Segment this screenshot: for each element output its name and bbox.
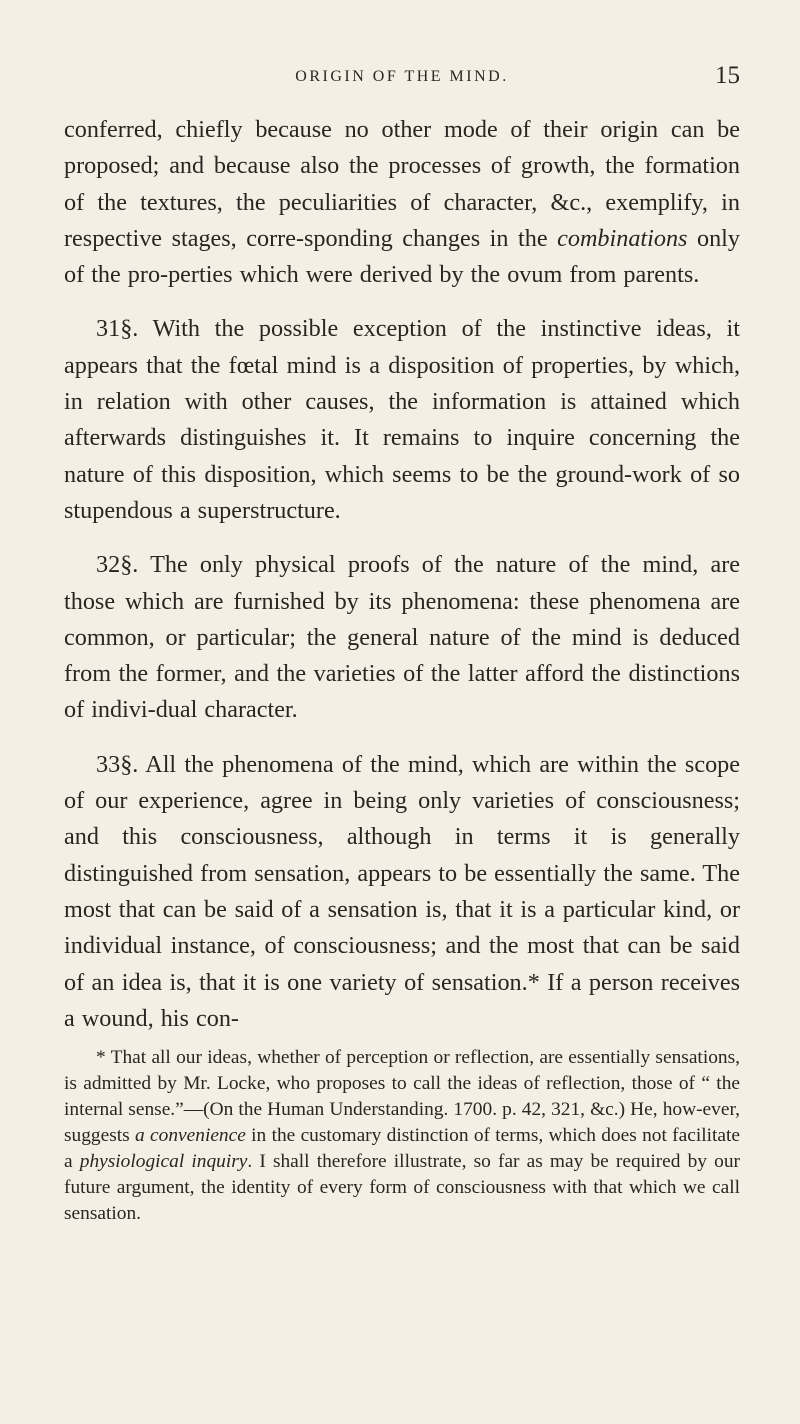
- footnote: [64, 1045, 740, 1227]
- paragraph-text: conferred, chiefly because no other mode of their origin can be proposed; and because also the processes of growth, the formation of the textures, the peculiarities of character, &c., exemplify, in respective stages, corre-sponding changes in the: [64, 116, 740, 252]
- emphasis-text: a convenience: [135, 1125, 246, 1147]
- paragraph-text: The only physical proofs of the nature of the mind, are those which are furnished by its phenomena: these phenomena are common, or particular; the general nature of the mind is deduced from the former, and the varieties of the latter afford the distinctions of indivi-dual character.: [64, 551, 740, 724]
- running-title: ORIGIN OF THE MIND.: [295, 68, 509, 85]
- paragraph-continuation: [64, 112, 740, 293]
- emphasis-text: combinations: [557, 224, 688, 252]
- page-number: 15: [715, 62, 740, 89]
- section-32: [64, 547, 740, 728]
- running-head: [64, 62, 740, 102]
- paragraph-text: only of the pro-perties which were derived by the ovum from parents.: [64, 224, 740, 289]
- section-number: 33§.: [96, 750, 139, 778]
- emphasis-text: physiological inquiry: [79, 1151, 248, 1173]
- footnote-text: a: [64, 1151, 80, 1173]
- section-31: [64, 311, 740, 529]
- section-number: 32§.: [96, 551, 139, 579]
- footnote-text: . I shall therefore illustrate, so far as may be required by our future argument, the identity of every form of consciousness with that which we call sensation.: [64, 1151, 740, 1225]
- section-33: [64, 747, 740, 1037]
- paragraph-text: All the phenomena of the mind, which are within the scope of our experience, agree in being only varieties of consciousness; and this consciousness, although in terms it is generally distinguished from sensation, appears to be essentially the same. The most that can be said of a sensation is, that it is a particular kind, or individual instance, of consciousness; and the most that can be said of an idea is, that it is one variety of sensation.* If a person receives a wound, his con-: [64, 750, 740, 1032]
- footnote-text: in the customary distinction of terms, which does not facilitate: [245, 1125, 740, 1147]
- section-number: 31§.: [96, 315, 139, 343]
- paragraph-text: With the possible exception of the instinctive ideas, it appears that the fœtal mind is a disposition of properties, by which, in relation with other causes, the information is attained which afterwards distinguishes it. It remains to inquire concerning the nature of this disposition, which seems to be the ground-work of so stupendous a superstructure.: [64, 315, 740, 524]
- footnote-text: * That all our ideas, whether of perception or reflection, are essentially sensations, is admitted by Mr. Locke, who proposes to call the ideas of reflection, those of “ the internal sense.”—(On the Human Understanding. 1700. p. 42, 321, &c.) He, how-ever, suggests: [64, 1047, 740, 1147]
